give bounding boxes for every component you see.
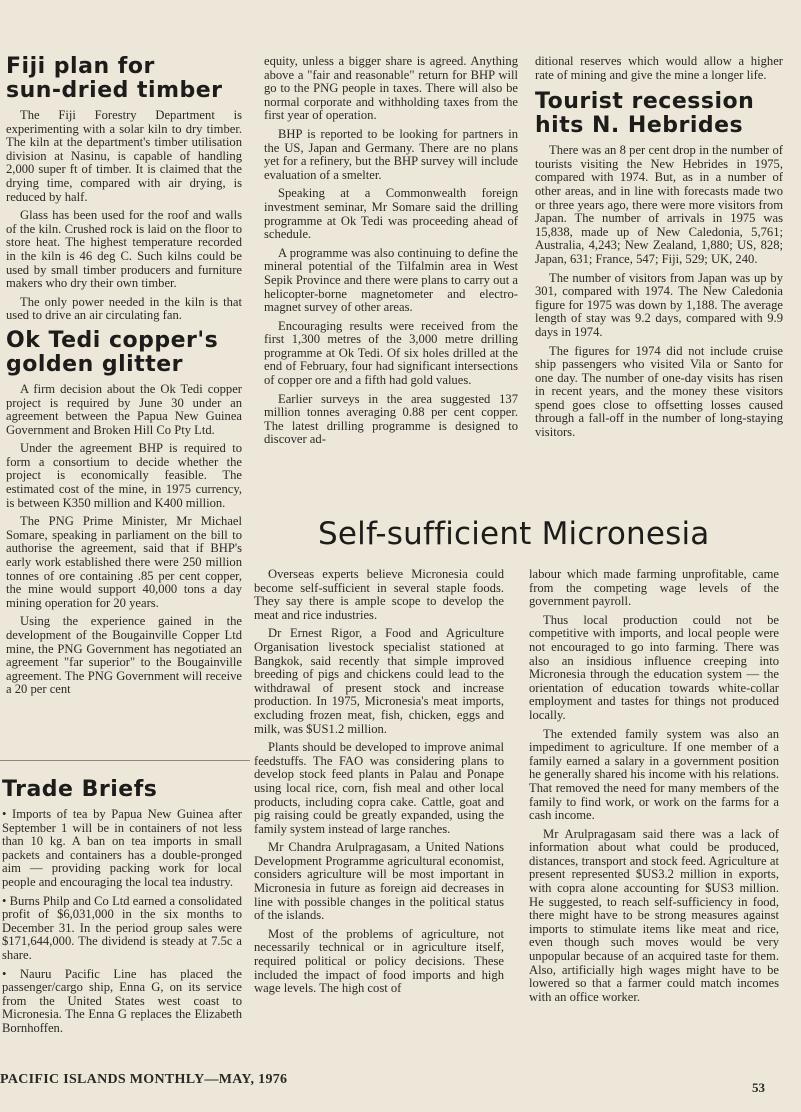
trade-briefs (2, 778, 242, 1041)
list-item: • Burns Philp and Co Ltd earned a consolidated profit of $6,031,000 in the six months to December 31. In the period group sales were $171,644,000. The dividend is steady at 7.5c a share. (2, 893, 243, 962)
fiji-headline: Fiji plan for sun-dried timber (6, 54, 223, 103)
horizontal-divider (0, 760, 250, 761)
paragraph: The extended family system was also an impediment to agriculture. If one member of a family earned a salary in a government position he generally shared his income with his relations. That removed the need for many members of the family to find work, or work on the farms for a cash income. (529, 726, 779, 823)
micronesia-column-1 (254, 568, 504, 1001)
paragraph: Speaking at a Commonwealth foreign investment seminar, Mr Somare said the drilling programme at Ok Tedi was proceeding ahead of schedule. (264, 186, 518, 242)
paragraph: Encouraging results were received from the first 1,300 metres of the 3,000 metre drilling programme at Ok Tedi. Of six holes drilled at the end of February, four had significant intersections of copper ore and a fifth had gold values. (264, 318, 518, 388)
trade-headline: Trade Briefs (2, 777, 158, 802)
paragraph: Dr Ernest Rigor, a Food and Agriculture Organisation livestock specialist stationed at Bangkok, said recently that simple improved breeding of pigs and chickens could lead to the withdrawal of present stock and increase production. In 1975, Micronesia's meat imports, excluding frozen meat, fish, chicken, eggs and milk, was $US1.2 million. (254, 626, 504, 736)
magazine-footer: PACIFIC ISLANDS MONTHLY—MAY, 1976 (0, 1072, 288, 1087)
micronesia-headline: Self-sufficient Micronesia (318, 516, 710, 552)
paragraph: The only power needed in the kiln is that used to drive an air circulating fan. (6, 294, 242, 323)
paragraph: Plants should be developed to improve animal feedstuffs. The FAO was considering plans to develop stock feed plants in Palau and Ponape using local rice, corn, fish meal and other local products, including copra cake. Cattle, goat and pig raising could be greatly expanded, using the family system instead of large ranches. (254, 740, 504, 836)
tourist-headline: Tourist recession hits N. Hebrides (535, 89, 755, 139)
column-left (6, 55, 242, 702)
paragraph: Mr Chandra Arulpragasam, a United Nations Development Programme agricultural economist, considers agriculture will be most important in Micronesia in future as foreign aid decreases in line with possible changes in the political status of the islands. (254, 840, 504, 923)
paragraph: ditional reserves which would allow a higher rate of mining and give the mine a longer life. (535, 54, 783, 82)
micronesia-column-2 (529, 568, 779, 1009)
paragraph: The number of visitors from Japan was up by 301, compared with 1974. The New Caledonia figure for 1975 was down by 1,188. The average length of stay was 9.2 days, compared with 9.9 days in 1974. (535, 270, 783, 339)
list-item: • Nauru Pacific Line has placed the passenger/cargo ship, Enna G, on its service from the United States west coast to Micronesia. The Enna G replaces the Elizabeth Bornhoffen. (2, 966, 242, 1035)
paragraph: equity, unless a bigger share is agreed. Anything above a "fair and reasonable" return for BHP will go to the PNG people in taxes. There will also be normal corporate and withholding taxes from the first year of operation. (264, 54, 518, 123)
paragraph: A firm decision about the Ok Tedi copper project is required by June 30 under an agreement between the Papua New Guinea Government and Broken Hill Co Pty Ltd. (6, 381, 242, 437)
paragraph: Under the agreement BHP is required to form a consortium to decide whether the project is economically feasible. The estimated cost of the mine, in 1975 currency, is between K350 million and K400 million. (6, 441, 242, 510)
page-number: 53 (752, 1080, 765, 1095)
fiji-article (6, 109, 242, 323)
paragraph: Using the experience gained in the development of the Bougainville Copper Ltd mine, the PNG Government has negotiated an agreement "far superior" to the Bougainville agreement. The PNG Government will receive a 20 per cent (6, 614, 242, 697)
paragraph: There was an 8 per cent drop in the number of tourists visiting the New Hebrides in 1975, compared with 1974. But, as in a number of other areas, and in line with forecasts made two or three years ago, there were more visitors from Japan. The number of arrivals in 1975 was 15,838, made up of New Caledonia, 5,761; Australia, 4,243; New Zealand, 1,880; US, 828; Japan, 631; France, 547; Fiji, 529; UK, 240. (535, 143, 783, 266)
paragraph: A programme was also continuing to define the mineral potential of the Tilfalmin area in West Sepik Province and there were plans to carry out a helicopter-borne magnetometer and electro-magnet survey of other areas. (264, 245, 518, 315)
paragraph: Glass has been used for the roof and walls of the kiln. Crushed rock is laid on the floor to store heat. The highest temperature recorded in the kiln is 46 deg C. Such kilns could be used by small timber producers and furniture makers who dry their own timber. (6, 208, 242, 291)
paragraph: Most of the problems of agriculture, not necessarily technical or in agriculture itself, required political or policy decisions. These included the impact of food imports and high wage levels. The high cost of (254, 926, 504, 996)
oktedi-headline: Ok Tedi copper's golden glitter (6, 327, 219, 377)
paragraph: The PNG Prime Minister, Mr Michael Somare, speaking in parliament on the bill to authorise the agreement, said that if BHP's early work established there were 250 million tonnes of ore containing .85 per cent copper, the mine would support 40,000 tons a day mining operation for 20 years. (6, 514, 242, 610)
paragraph: The figures for 1974 did not include cruise ship passengers who visited Vila or Santo for one day. The number of one-day visits has risen in recent years, and the money these visitors spend goes close to offsetting losses caused through a fall-off in the number of long-staying visitors. (535, 343, 783, 440)
paragraph: labour which made farming unprofitable, came from the competing wage levels of the government payroll. (529, 567, 779, 609)
list-item: • Imports of tea by Papua New Guinea after September 1 will be in containers of not less than 10 kg. A ban on tea imports in small packets and containers has a double-pronged aim — providing packing work for local people and encouraging the local tea industry. (2, 807, 243, 889)
tourist-article (535, 144, 783, 439)
paragraph: Thus local production could not be competitive with imports, and local people were not encouraged to go into farming. There was also an insidious influence creeping into Micronesia through the education system — the orientation of education towards white-collar employment and tastes for things not produced locally. (529, 612, 779, 722)
column-middle (264, 55, 518, 452)
paragraph: Overseas experts believe Micronesia could become self-sufficient in several staple foods. They say there is ample scope to develop the meat and rice industries. (254, 567, 504, 622)
oktedi-article-part1 (6, 383, 242, 697)
column-right (535, 55, 783, 445)
paragraph: Earlier surveys in the area suggested 137 million tonnes averaging 0.88 per cent copper. The latest drilling programme is designed to discover ad- (264, 391, 518, 447)
paragraph: BHP is reported to be looking for partners in the US, Japan and Germany. There are no plans yet for a refinery, but the BHP survey will include evaluation of a smelter. (264, 126, 518, 182)
paragraph: The Fiji Forestry Department is experimenting with a solar kiln to dry timber. The kiln at the department's timber utilisation division at Nasinu, is capable of handling 2,000 super ft of timber. It is claimed that the drying time, compared with air drying, is reduced by half. (6, 108, 242, 204)
paragraph: Mr Arulpragasam said there was a lack of information about what could be produced, distances, transport and stock feed. Agriculture at present represented $US3.2 million in exports, with copra alone accounting for $US3 million. He suggested, to reach self-sufficiency in food, there might have to be strong measures against imports to stimulate items like meat and rice, even though such moves would be very unpopular because of an acquired taste for them. Also, artificially high wages might have to be lowered so that a farmer could match incomes with an office worker. (529, 826, 779, 1004)
